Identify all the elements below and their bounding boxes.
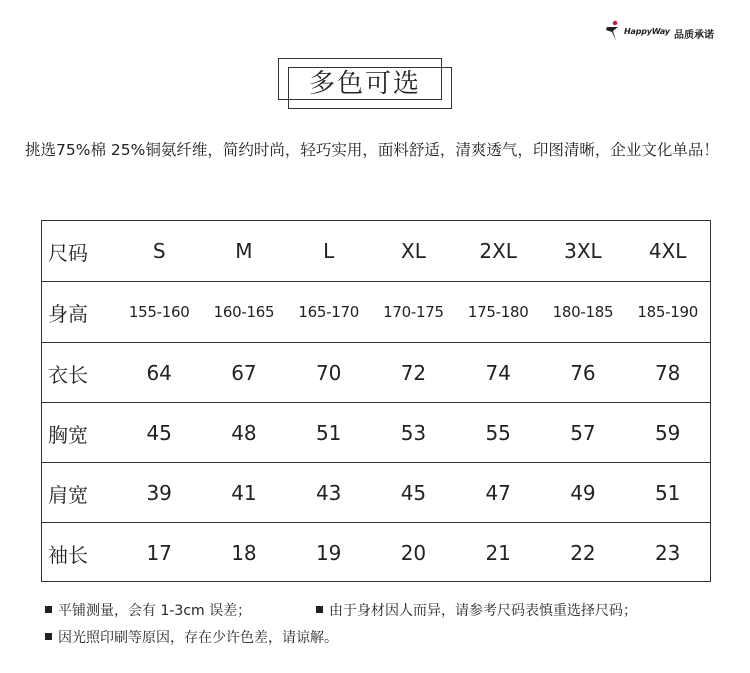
table-cell: 59	[654, 421, 681, 445]
header-label: 尺码	[48, 240, 88, 265]
size-header: L	[323, 239, 335, 263]
note-item	[45, 627, 338, 647]
table-cell: 180-185	[552, 303, 614, 321]
table-cell: 76	[570, 361, 596, 385]
table-header-row	[42, 221, 710, 281]
table-cell: 47	[485, 481, 511, 505]
table-cell: 57	[570, 421, 596, 445]
table-cell: 17	[146, 541, 172, 565]
table-cell: 21	[485, 541, 511, 565]
note-item	[45, 600, 251, 620]
table-cell: 48	[231, 421, 257, 445]
brand-logo	[604, 18, 734, 44]
title-badge	[278, 58, 454, 110]
table-cell: 175-180	[467, 303, 529, 321]
product-description: 挑选75%棉 25%铜氨纤维，简约时尚，轻巧实用，面料舒适，清爽透气，印图清晰，企业文化单品！	[25, 141, 719, 159]
table-cell: 165-170	[298, 303, 359, 321]
table-cell: 41	[231, 481, 257, 505]
table-cell: 39	[146, 481, 172, 505]
table-cell: 55	[485, 421, 511, 445]
table-row-height	[42, 282, 710, 342]
table-cell: 160-165	[213, 303, 275, 321]
size-header: 2XL	[479, 239, 517, 263]
bullet-icon	[45, 633, 52, 640]
table-cell: 170-175	[383, 303, 444, 321]
page-title: 多色可选	[308, 69, 421, 99]
size-header: 3XL	[564, 239, 602, 263]
table-cell: 43	[315, 481, 342, 505]
table-cell: 67	[231, 361, 257, 385]
table-cell: 74	[485, 361, 511, 385]
table-cell: 45	[400, 481, 427, 505]
brand-slogan: 品质承诺	[674, 30, 714, 41]
size-header: M	[235, 239, 253, 263]
note-text: 因光照印刷等原因，存在少许色差，请谅解。	[58, 630, 338, 646]
row-label: 袖长	[48, 542, 88, 567]
table-cell: 18	[231, 541, 257, 565]
table-cell: 20	[400, 541, 427, 565]
row-label: 衣长	[48, 362, 88, 387]
table-row-sleeve	[42, 523, 710, 583]
row-label: 肩宽	[48, 482, 88, 507]
table-cell: 49	[570, 481, 596, 505]
table-cell: 53	[400, 421, 427, 445]
table-cell: 72	[400, 361, 427, 385]
table-cell: 70	[315, 361, 342, 385]
table-row-chest	[42, 403, 710, 463]
size-header: 4XL	[648, 239, 687, 263]
row-label: 身高	[48, 301, 88, 326]
bullet-icon	[45, 606, 52, 613]
table-cell: 23	[654, 541, 681, 565]
table-row-length	[42, 343, 710, 403]
table-cell: 45	[146, 421, 172, 445]
table-cell: 22	[570, 541, 596, 565]
size-header: S	[152, 239, 166, 263]
table-row-shoulder	[42, 463, 710, 523]
bullet-icon	[316, 606, 323, 613]
size-table	[41, 220, 711, 582]
brand-mark-icon	[604, 18, 624, 44]
note-item	[316, 600, 637, 620]
table-cell: 19	[315, 541, 342, 565]
table-cell: 185-190	[637, 303, 698, 321]
table-cell: 51	[315, 421, 342, 445]
table-cell: 64	[146, 361, 172, 385]
table-cell: 78	[654, 361, 681, 385]
table-cell: 155-160	[128, 303, 190, 321]
brand-name: HappyWay	[624, 27, 670, 36]
note-text: 平铺测量，会有 1-3cm 误差；	[58, 603, 252, 619]
size-header: XL	[401, 239, 426, 263]
note-text: 由于身材因人而异，请参考尺码表慎重选择尺码；	[329, 603, 637, 619]
table-cell: 51	[654, 481, 681, 505]
row-label: 胸宽	[48, 422, 88, 447]
